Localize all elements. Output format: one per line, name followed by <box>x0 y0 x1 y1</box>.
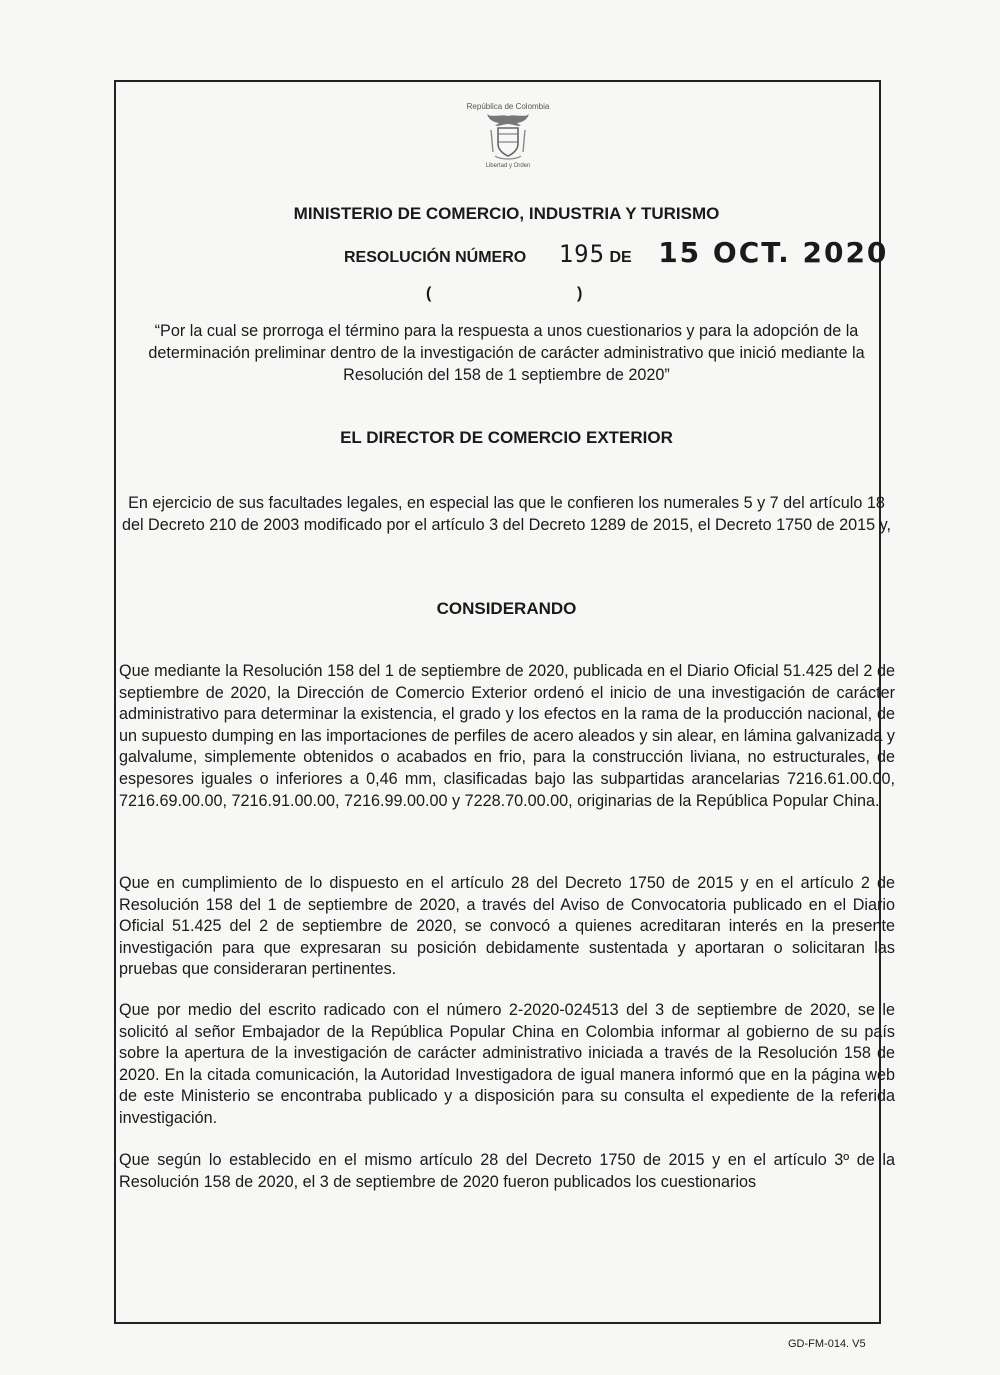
considering-paragraph: Que mediante la Resolución 158 del 1 de septiembre de 2020, publicada en el Diario Oficial 51.425 del 2 de septiembre de 2020, la Dirección de Comercio Exterior ordenó el inicio de una investigación de carácter administrativo para determinar la existencia, el grado y los efectos en la rama de la producción nacional, de un supuesto dumping en las importaciones de perfiles de acero aleados y sin alear, en lámina galvanizada y galvalume, simplemente obtenidos o acabados en frio, para la construcción liviana, no estructurales, de espesores iguales o inferiores a 0,46 mm, clasificadas bajo las subpartidas arancelarias 7216.61.00.00, 7216.69.00.00, 7216.91.00.00, 7216.99.00.00 y 7228.70.00.00, originarias de la República Popular China. <box>119 662 895 810</box>
resolution-number: 195 <box>558 240 606 268</box>
director-title: EL DIRECTOR DE COMERCIO EXTERIOR <box>340 428 673 447</box>
resolution-date: 15 OCT. 2020 <box>658 236 889 269</box>
considering-paragraph: Que por medio del escrito radicado con el número 2-2020-024513 del 3 de septiembre de 2020, se le solicitó al señor Embajador de la República Popular China en Colombia informar al gobierno de su país sobre la apertura de la investigación de carácter administrativo iniciada a través de la Resolución 158 de 2020. En la citada comunicación, la Autoridad Investigadora de igual manera informó que en la página web de este Ministerio se encontraba publicado y a disposición para su consulta el expediente de la referida investigación. <box>119 1001 895 1127</box>
coat-of-arms <box>448 102 568 180</box>
paren-close: ) <box>577 285 583 302</box>
resolution-number-line <box>344 236 888 269</box>
resolution-label: RESOLUCIÓN NÚMERO <box>344 249 527 266</box>
considerando-title: CONSIDERANDO <box>436 599 577 618</box>
resolution-subject: “Por la cual se prorroga el término para la respuesta a unos cuestionarios y para la adopción de la determinación preliminar dentro de la investigación de carácter administrativo que inició mediante la Resolución del 158 de 1 septiembre de 2020” <box>148 322 865 384</box>
legal-powers: En ejercicio de sus facultades legales, en especial las que le confieren los numerales 5 y 7 del artículo 18 del Decreto 210 de 2003 modificado por el artículo 3 del Decreto 1289 de 2015, el Decreto 1750 de 2015 y, <box>121 494 892 534</box>
considering-paragraph: Que en cumplimiento de lo dispuesto en el artículo 28 del Decreto 1750 de 2015 y en el artículo 2 de Resolución 158 del 1 de septiembre de 2020, a través del Aviso de Convocatoria publicado en el Diario Oficial 51.425 del 2 de septiembre de 2020, se convocó a quienes acreditaran interés en la presente investigación para que expresaran su posición debidamente sustentada y aportaran o solicitaran las pruebas que consideraran pertinentes. <box>119 874 895 979</box>
colombia-coat-of-arms-icon <box>481 112 535 162</box>
date-label: DE <box>609 249 632 266</box>
motto: Libertad y Orden <box>485 163 531 169</box>
country-name: República de Colombia <box>466 102 550 111</box>
considering-paragraph: Que según lo establecido en el mismo artículo 28 del Decreto 1750 de 2015 y en el artículo 3º de la Resolución 158 de 2020, el 3 de septiembre de 2020 fueron publicados los cuestionarios <box>119 1151 895 1191</box>
ministry-title: MINISTERIO DE COMERCIO, INDUSTRIA Y TURISMO <box>293 204 720 223</box>
form-code: GD-FM-014. V5 <box>788 1338 866 1350</box>
paren-open: ( <box>426 285 432 302</box>
